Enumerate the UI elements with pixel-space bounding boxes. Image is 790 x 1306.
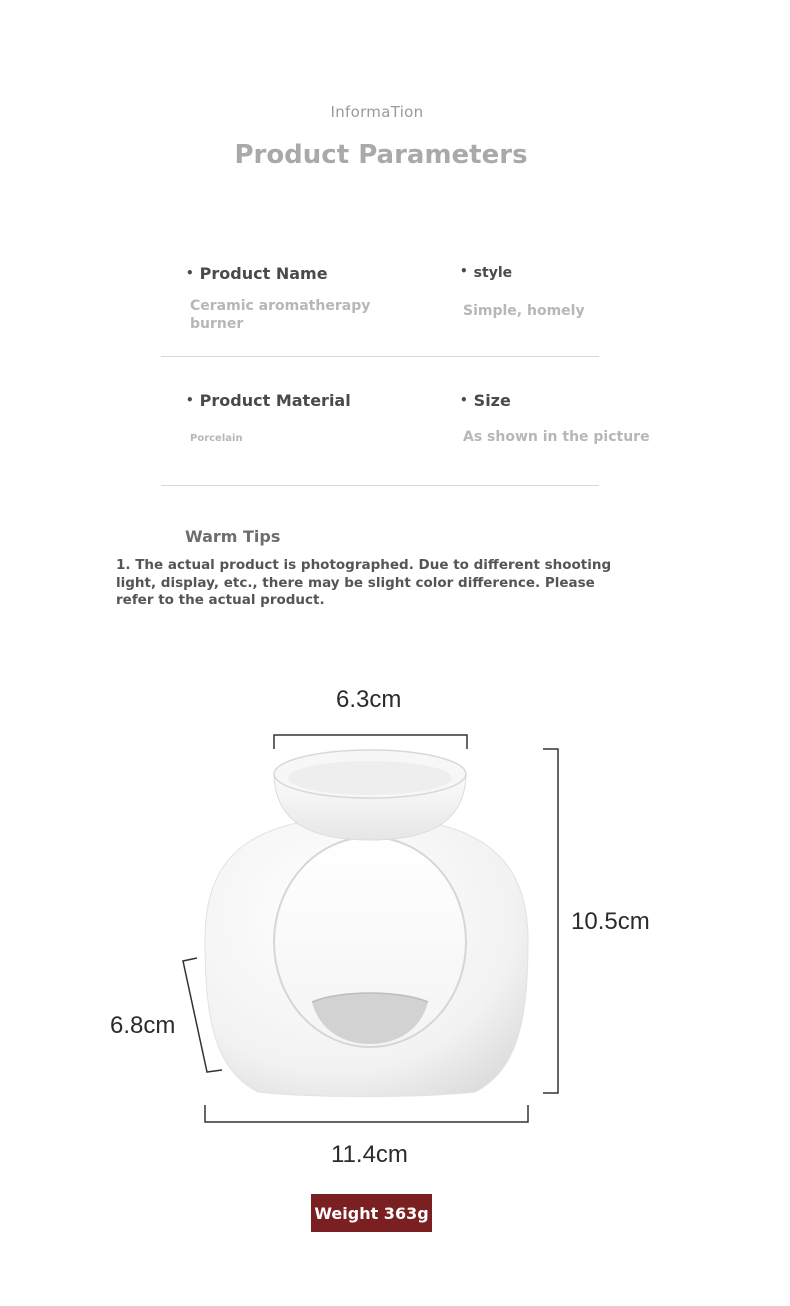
height-label: 10.5cm: [571, 908, 650, 935]
param-label-size: • Size: [460, 391, 511, 410]
bullet-icon: •: [460, 393, 468, 407]
section-subtitle: InformaTion: [330, 103, 424, 121]
param-label-style: • style: [460, 264, 513, 281]
weight-badge: Weight 363g: [311, 1194, 432, 1232]
top-width-label: 6.3cm: [336, 686, 402, 713]
aroma-burner-image: [205, 750, 528, 1097]
param-value-style: Simple, homely: [463, 303, 585, 319]
warm-tips-text: 1. The actual product is photographed. Due to different shooting light, display, etc., there may be slight color difference. Please refer to the actual product.: [116, 557, 612, 608]
base-width-dimension-line: [205, 1105, 528, 1122]
base-width-label: 11.4cm: [331, 1141, 408, 1168]
param-value-material: Porcelain: [190, 433, 243, 444]
warm-tips-title: Warm Tips: [185, 527, 281, 546]
param-value-product-name: Ceramic aromatherapy burner: [190, 298, 371, 332]
bullet-icon: •: [460, 264, 468, 278]
height-dimension-line: [543, 749, 558, 1093]
param-label-material: • Product Material: [186, 391, 351, 410]
bullet-icon: •: [186, 393, 194, 407]
divider: [161, 485, 599, 486]
param-value-size: As shown in the picture: [463, 429, 650, 445]
product-dimension-diagram: [0, 640, 790, 1200]
page-title: Product Parameters: [234, 140, 528, 170]
bullet-icon: •: [186, 266, 194, 280]
top-width-dimension-line: [274, 735, 467, 749]
depth-label: 6.8cm: [110, 1012, 176, 1039]
divider: [161, 356, 599, 357]
param-label-product-name: • Product Name: [186, 264, 328, 283]
